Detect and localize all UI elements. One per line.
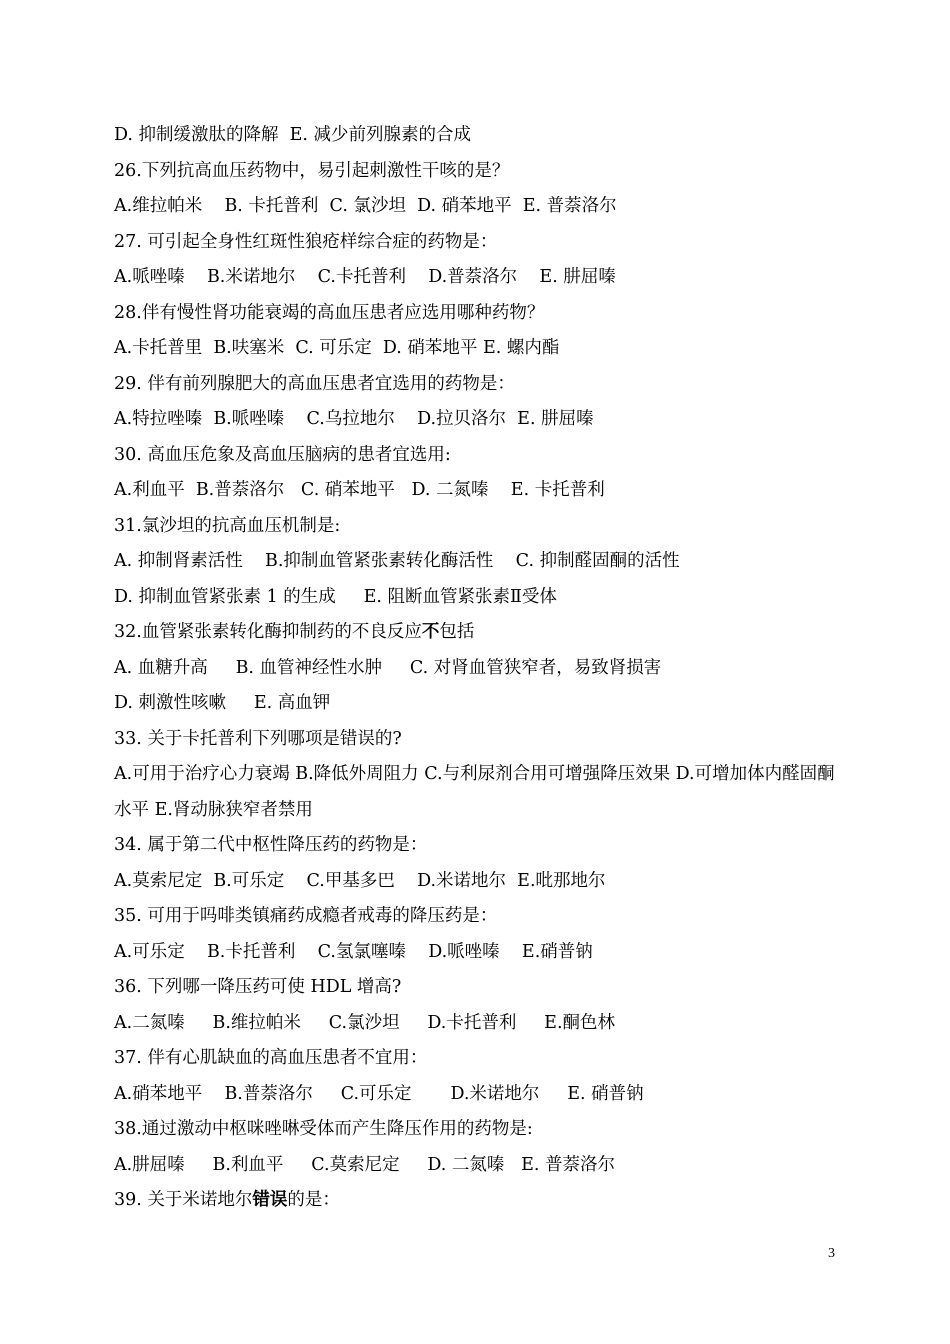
question-39-text-start: 39. 关于米诺地尔 (114, 1190, 253, 1210)
question-32 (114, 615, 844, 651)
options-29: A.特拉唑嗪 B.哌唑嗪 C.乌拉地尔 D.拉贝洛尔 E. 肼屈嗪 (114, 409, 594, 429)
options-34: A.莫索尼定 B.可乐定 C.甲基多巴 D.米诺地尔 E.吡那地尔 (114, 870, 606, 891)
options-28: A.卡托普里 B.呋塞米 C. 可乐定 D. 硝苯地平 E. 螺内酯 (114, 338, 560, 358)
options-33: A.可用于治疗心力衰竭 B.降低外周阻力 C.与利尿剂合用可增强降压效果 D.可增加体内醛固酮水平 E.肾动脉狭窄者禁用 (114, 764, 835, 820)
question-39-emphasis: 错误 (252, 1190, 288, 1210)
question-32-text-start: 32.血管紧张素转化酶抑制药的不良反应 (114, 622, 422, 642)
page-number: 3 (828, 1246, 835, 1261)
question-38: 38.通过激动中枢咪唑啉受体而产生降压作用的药物是: (114, 1119, 533, 1139)
options-30: A.利血平 B.普萘洛尔 C. 硝苯地平 D. 二氮嗪 E. 卡托普利 (114, 480, 605, 500)
question-39-text-end: 的是： (287, 1190, 340, 1210)
question-28: 28.伴有慢性肾功能衰竭的高血压患者应选用哪种药物？ (114, 302, 545, 323)
options-38: A.肼屈嗪 B.利血平 C.莫索尼定 D. 二氮嗪 E. 普萘洛尔 (114, 1154, 616, 1175)
options-32-line-1: A. 血糖升高 B. 血管神经性水肿 C. 对肾血管狭窄者，易致肾损害 (114, 657, 662, 678)
question-26: 26.下列抗高血压药物中，易引起刺激性干咳的是？ (114, 160, 510, 181)
options-37: A.硝苯地平 B.普萘洛尔 C.可乐定 D.米诺地尔 E. 硝普钠 (114, 1083, 644, 1104)
question-27: 27. 可引起全身性红斑性狼疮样综合症的药物是： (114, 231, 498, 252)
question-39 (114, 1183, 844, 1219)
question-36: 36. 下列哪一降压药可使 HDL 增高? (114, 977, 402, 997)
question-35: 35. 可用于吗啡类镇痛药成瘾者戒毒的降压药是： (114, 906, 498, 926)
options-31-line-1: A. 抑制肾素活性 B.抑制血管紧张素转化酶活性 C. 抑制醛固酮的活性 (114, 551, 680, 571)
question-32-text-end: 包括 (439, 622, 475, 642)
options-27: A.哌唑嗪 B.米诺地尔 C.卡托普利 D.普萘洛尔 E. 肼屈嗪 (114, 267, 616, 287)
question-34: 34. 属于第二代中枢性降压药的药物是： (114, 835, 428, 855)
options-31-line-2: D. 抑制血管紧张素 1 的生成 E. 阻断血管紧张素Ⅱ受体 (114, 586, 557, 607)
option-line: D. 抑制缓激肽的降解 E. 减少前列腺素的合成 (114, 125, 472, 145)
question-list (114, 118, 844, 1219)
options-26: A.维拉帕米 B. 卡托普利 C. 氯沙坦 D. 硝苯地平 E. 普萘洛尔 (114, 196, 617, 216)
question-32-emphasis: 不 (421, 622, 440, 642)
question-37: 37. 伴有心肌缺血的高血压患者不宜用： (114, 1048, 428, 1068)
question-31: 31.氯沙坦的抗高血压机制是: (114, 515, 341, 536)
options-36: A.二氮嗪 B.维拉帕米 C.氯沙坦 D.卡托普利 E.酮色林 (114, 1012, 616, 1033)
options-35: A.可乐定 B.卡托普利 C.氢氯噻嗪 D.哌唑嗪 E.硝普钠 (114, 941, 593, 962)
options-32-line-2: D. 刺激性咳嗽 E. 高血钾 (114, 693, 331, 713)
question-30: 30. 高血压危象及高血压脑病的患者宜选用: (114, 444, 451, 465)
question-29: 29. 伴有前列腺肥大的高血压患者宜选用的药物是： (114, 373, 515, 394)
question-33: 33. 关于卡托普利下列哪项是错误的? (114, 728, 402, 749)
